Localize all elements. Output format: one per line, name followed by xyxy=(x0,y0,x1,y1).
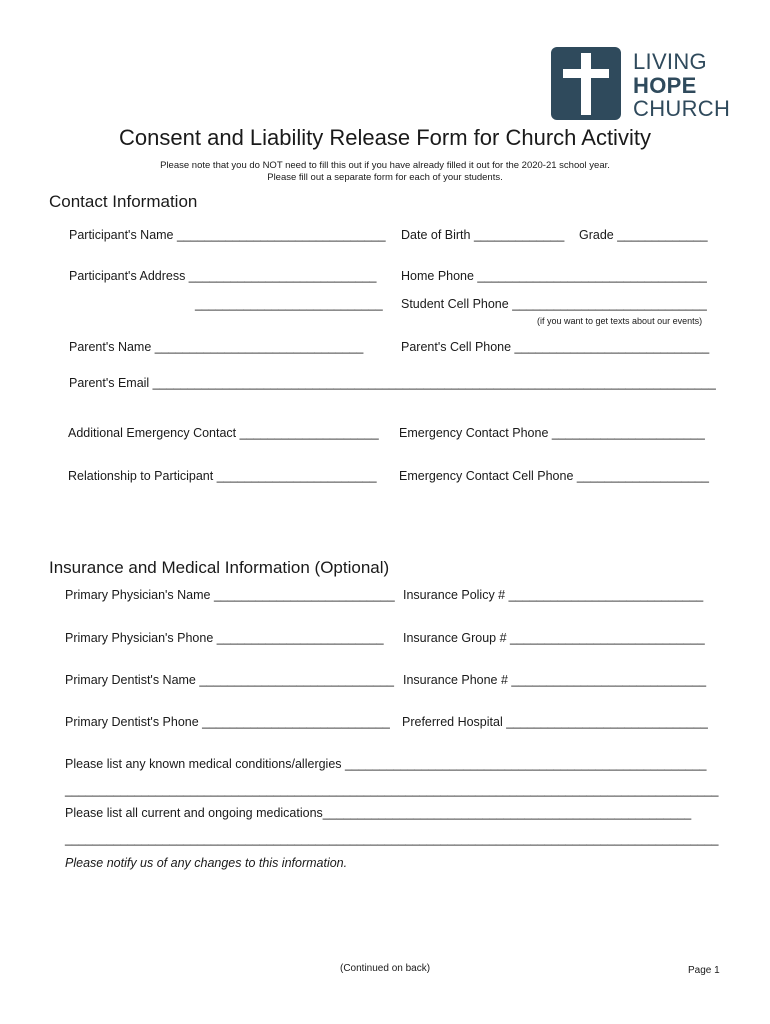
preferred-hospital-field[interactable]: Preferred Hospital _____________________________ xyxy=(402,715,708,729)
insurance-phone-field[interactable]: Insurance Phone # ____________________________ xyxy=(403,673,707,687)
additional-emergency-contact-field[interactable]: Additional Emergency Contact ____________________ xyxy=(68,426,379,440)
date-of-birth-field[interactable]: Date of Birth _____________ xyxy=(401,228,565,242)
insurance-policy-field[interactable]: Insurance Policy # ____________________________ xyxy=(403,588,704,602)
parents-name-field[interactable]: Parent's Name ______________________________ xyxy=(69,340,364,354)
medical-conditions-field[interactable]: Please list any known medical conditions/allergies ____________________________________________________ xyxy=(65,757,707,771)
address-line-2-field[interactable]: ___________________________ xyxy=(195,297,383,311)
contact-section-heading: Contact Information xyxy=(49,192,198,211)
medical-conditions-line-2[interactable]: ______________________________________________________________________________________________ xyxy=(65,783,719,797)
grade-field[interactable]: Grade _____________ xyxy=(579,228,708,242)
emergency-contact-phone-field[interactable]: Emergency Contact Phone ______________________ xyxy=(399,426,705,440)
home-phone-field[interactable]: Home Phone _________________________________ xyxy=(401,269,707,283)
insurance-section-heading: Insurance and Medical Information (Optional) xyxy=(49,558,390,577)
parents-cell-phone-field[interactable]: Parent's Cell Phone ____________________________ xyxy=(401,340,710,354)
logo-text-line-2: HOPE xyxy=(633,73,697,98)
note-line-1: Please note that you do NOT need to fill this out if you have already filled it out for the 2020-21 school year. xyxy=(160,160,610,171)
dentist-name-field[interactable]: Primary Dentist's Name ____________________________ xyxy=(65,673,395,687)
church-logo-mark xyxy=(551,47,621,120)
physician-phone-field[interactable]: Primary Physician's Phone ________________________ xyxy=(65,631,384,645)
dentist-phone-field[interactable]: Primary Dentist's Phone ___________________________ xyxy=(65,715,390,729)
student-cell-phone-field[interactable]: Student Cell Phone ____________________________ xyxy=(401,297,707,311)
medications-field[interactable]: Please list all current and ongoing medications_____________________________________________________ xyxy=(65,806,692,820)
participant-name-field[interactable]: Participant's Name ______________________________ xyxy=(69,228,386,242)
logo-text-line-3: CHURCH xyxy=(633,96,731,121)
continued-note: (Continued on back) xyxy=(340,963,431,974)
logo-text-line-1: LIVING xyxy=(633,49,707,74)
medications-line-2[interactable]: ______________________________________________________________________________________________ xyxy=(65,832,719,846)
participant-address-field[interactable]: Participant's Address ___________________________ xyxy=(69,269,377,283)
page-number: Page 1 xyxy=(688,965,720,976)
insurance-group-field[interactable]: Insurance Group # ____________________________ xyxy=(403,631,705,645)
physician-name-field[interactable]: Primary Physician's Name __________________________ xyxy=(65,588,395,602)
notify-changes-note: Please notify us of any changes to this information. xyxy=(65,856,348,870)
relationship-field[interactable]: Relationship to Participant _______________________ xyxy=(68,469,377,483)
student-cell-note: (if you want to get texts about our events) xyxy=(537,316,703,326)
emergency-contact-cell-field[interactable]: Emergency Contact Cell Phone ___________________ xyxy=(399,469,709,483)
note-line-2: Please fill out a separate form for each of your students. xyxy=(267,172,503,183)
form-title: Consent and Liability Release Form for Church Activity xyxy=(119,125,651,150)
parents-email-field[interactable]: Parent's Email _________________________________________________________________________________ xyxy=(69,376,716,390)
